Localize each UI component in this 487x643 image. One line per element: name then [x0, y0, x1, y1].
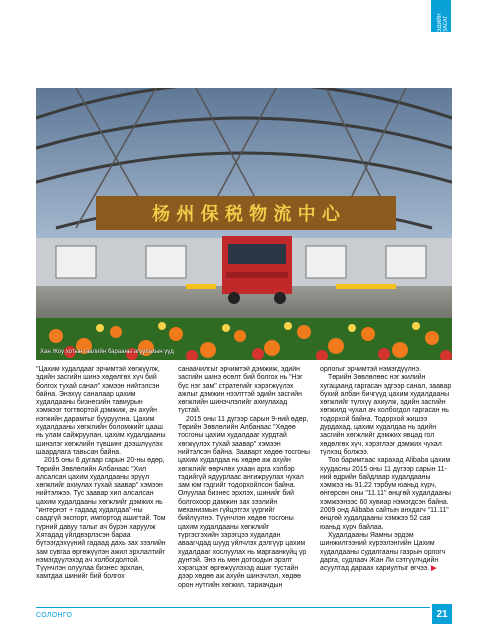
- paragraph-text: Худалдааны Яамны эрдэм шинжилгээний хүрээлэнгийн Цахим худалдааны судалгааны газрын орлогч дарга, судлаач Жан Ли сэтгүүлчдийн асуултад дараах хариултыг өгчээ.: [320, 531, 446, 573]
- text-column-2: [178, 366, 310, 606]
- red-truck: [222, 236, 292, 304]
- article-end-marker-icon: ▶: [431, 565, 437, 573]
- gate-sign-text: 杨 州 保 税 物 流 中 心: [152, 204, 340, 225]
- paragraph: 2015 оны 11 дүгээр сарын 9-ний өдөр, Төрийн Зөвлөлийн Албанаас "Хөдөө тосгоны цахим худалдааг хурдтай хөгжүүлэх тухай заавар" хэмээн нийтэлсэн байна. Зааварт хөдөө тосгоны цахим худалдаа нь хөдөө аж ахуйн хөгжлийг өөрчлөх ухаан арга хэлбэр тэдийгүй ядуурлаас ангижруулах чухал зам юм гэдгийг тодорхойлсон байна. Олуулаа бизнес эрхлэх, шинийг бий болгохоор дамжин зах зээлийн механизмын гүйцэтгэх үүргийг бийлүүлнэ. Түүнчлэн хөдөө тосгоны цахим худалдааны хөгжлийг түргэсгэхийн зэрэгцээ худалдан аваагчдад шууд үйлчлэх дэлгүүр цахим худалдааг хослуулах нь маргаанкүйц үр дүнтэй. Энэ нь мөн дотоодын эрэлт хэрэгцээг өргөжүүлэхэд ашиг тустайн дээр хөдөө аж ахуйн шинэчлэл, хөдөө орон нутгийн хөгжил, тариачдын: [178, 415, 310, 589]
- paragraph: орлогыг эрчимтэй нэмэгдүүлнэ.: [320, 366, 422, 373]
- magazine-name: СОЛОНГО: [36, 612, 73, 619]
- article-body: [36, 366, 452, 606]
- paragraph: Төрийн Зөвлөлөөс нэг жилийн хугацаанд гаргасан эдгээр санал, заавар бүхий албан бичгүүд цахим худалдааны хөгжлийг түлхүү ахиулж, эдийн засгийн хөгжилд чухал ач холбогдол гаргасан нь тодорхой байна. Тодорхой жишээ дурдахад, цахим худалдаа нь эдийн засгийн хөгжлийг дэмжих явцад гол хөдөлгөх хүч, хэрэглээг дэмжих чухал түлхэц болжээ.: [320, 374, 452, 456]
- paragraph: "Цахим худалдааг эрчимтэй хөгжүүлж, эдийн засгийн шинэ хөдөлгөх хүч бий болгох тухай санал" хэмээн нийтэлсэн байна. Энэхүү саналаар цахим худалдааны бизнесийн тавиурын хэмжээг тогтвортой дэмжиж, ач ахуйн нэгжийн дарамтыг бууруулна. Цахим худалдааны хөгжлийн боломжийг цааш нь улам сайжруулан, цахим худалдааны шинэлэг хөгжлийн түвшинг дээшлүүлэх шаардлага тавьсан байна.: [36, 366, 166, 456]
- paragraph: Тоо баримтаас харахад Alibaba цахим хуудасны 2015 оны 11 дүгээр сарын 11-ний өдрийн байдлаар худалдааны хэмжээ нь 91.22 тэрбум юаньд хүрч, өнгөрсөн оны "11.11" өнцгөй худалдааны хэмжээнээс 60 хувиар нэмэгдсэн байна. 2009 онд Alibaba сайтын анхдагч "11.11" өнцгөй худалдааны хэмжээ 52 сая юаньд хүрч байлаа.: [320, 457, 452, 531]
- article-photo: [36, 88, 452, 360]
- text-column-3: [320, 366, 452, 606]
- paragraph: [320, 532, 452, 573]
- photo-caption: Хан Жоу хотын гаалийн барааны агуулахын үүд: [40, 349, 174, 355]
- section-tab: [431, 0, 451, 32]
- paragraph: санаачилгыг эрчимтэй дэмжиж, эдийн засгийн шинэ өсөлт бий болгох нь "Нэг бүс нэг зам" стратегийг хэрэгжүүлэх ажлыг дэмжин нээлттэй эдийн засгийн хөгжлийн шинэчлэлийг ахиулахад тустай.: [178, 366, 303, 415]
- page-number: 21: [432, 604, 452, 624]
- customs-gate-illustration: [36, 88, 452, 360]
- footer-rule: [36, 607, 430, 608]
- paragraph: 2015 оны 6 дугаар сарын 20-ны өдөр, Төрийн Зөвлөлийн Албанаас "Хил алсалсан цахим худалдааны эрүүл хөгжлийг ахиулах тухай заавар" хэмээн нийтэлжээ. Тус заавар хил алсалсан цахим худалдааны хөгжлийг дэмжих нь "интернэт + гадаад худалдаа"-ны саадгүй экспорт, импортод ашигтай. Том гүрний давуу талыг ач бүрэн харуулж Хятадад үйлдвэрлэсэн бараа бүтээгдэхүүний гадаад дахь зах зээлийн зам сувгаа өргөжүүлэн ажил эрхлалтийг нэмэгдүүлэхэд ач холбогдолтой. Түүнчлэн олуулаа бизнес эрхлан, хамтдаа шинийг бий болгох: [36, 457, 166, 581]
- text-column-1: [36, 366, 168, 606]
- section-tab-label: ЭДИЙН ЗАСАГ: [437, 13, 449, 32]
